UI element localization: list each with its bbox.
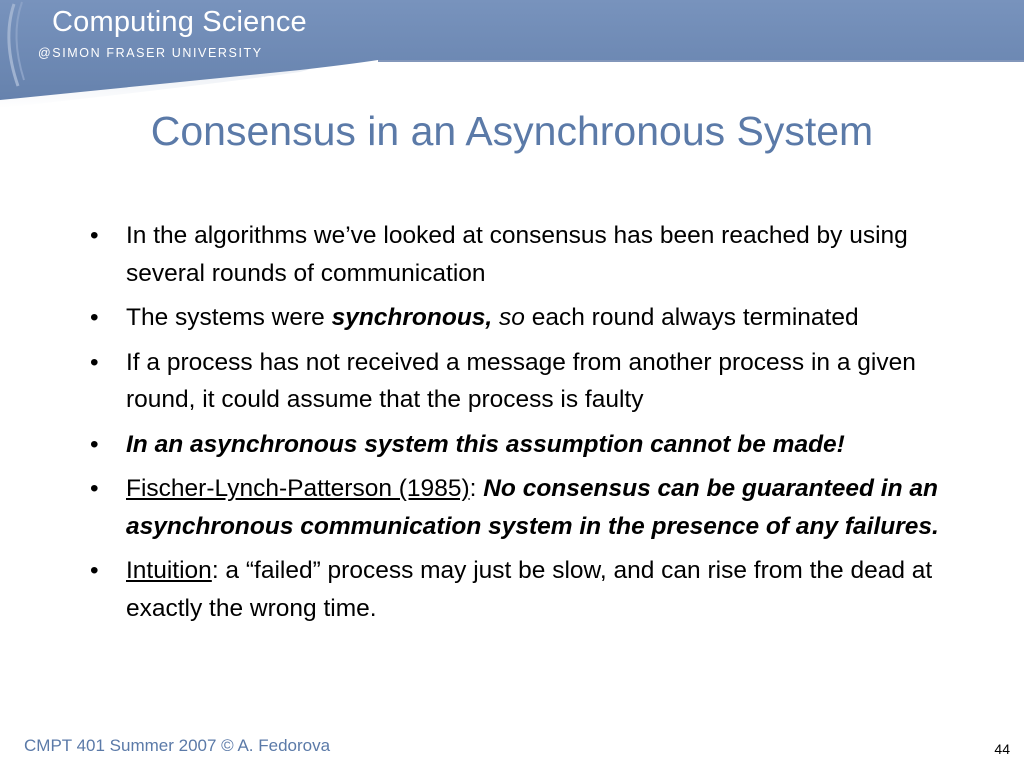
bullet-item [86, 426, 946, 464]
footer-text: CMPT 401 Summer 2007 © A. Fedorova [24, 736, 331, 755]
bullet-item [86, 217, 946, 292]
bullet-marker: • [90, 348, 99, 376]
page-number: 44 [994, 741, 1010, 757]
bullet-text: : [469, 475, 484, 502]
bullet-text: : a “failed” process may just be slow, and can rise from the dead at exactly the wrong time. [126, 557, 933, 622]
bullet-emphasis: In an asynchronous system this assumption cannot be made! [126, 430, 845, 458]
bullet-text: In the algorithms we’ve looked at consensus has been reached by using several rounds of communication [126, 222, 908, 287]
bullet-marker: • [90, 475, 99, 502]
bullet-marker: • [90, 304, 99, 331]
slide-title: Consensus in an Asynchronous System [150, 108, 874, 154]
bullet-marker: • [90, 430, 99, 458]
bullet-item [86, 552, 946, 627]
bullet-item [86, 299, 946, 337]
logo-subtitle: @SIMON FRASER UNIVERSITY [38, 46, 263, 60]
bullet-marker: • [90, 222, 99, 249]
bullet-item [86, 470, 946, 545]
bullet-emphasis: No consensus can be guaranteed in an asynchronous communication system in the presence of any failures. [126, 475, 939, 540]
bullet-emphasis: synchronous, [331, 304, 493, 331]
bullet-item [86, 344, 946, 419]
citation-text: Fischer-Lynch-Patterson (1985) [126, 475, 470, 502]
bullet-text: each round always terminated [524, 304, 859, 331]
bullet-emphasis: so [499, 304, 525, 331]
bullet-marker: • [90, 557, 99, 584]
intuition-label: Intuition [126, 557, 212, 584]
bullet-list [86, 217, 946, 634]
bullet-text: The systems were [126, 304, 332, 331]
bullet-text: If a process has not received a message from another process in a given round, it could assume that the process is faulty [126, 348, 916, 413]
logo-title: Computing Science [52, 6, 307, 38]
